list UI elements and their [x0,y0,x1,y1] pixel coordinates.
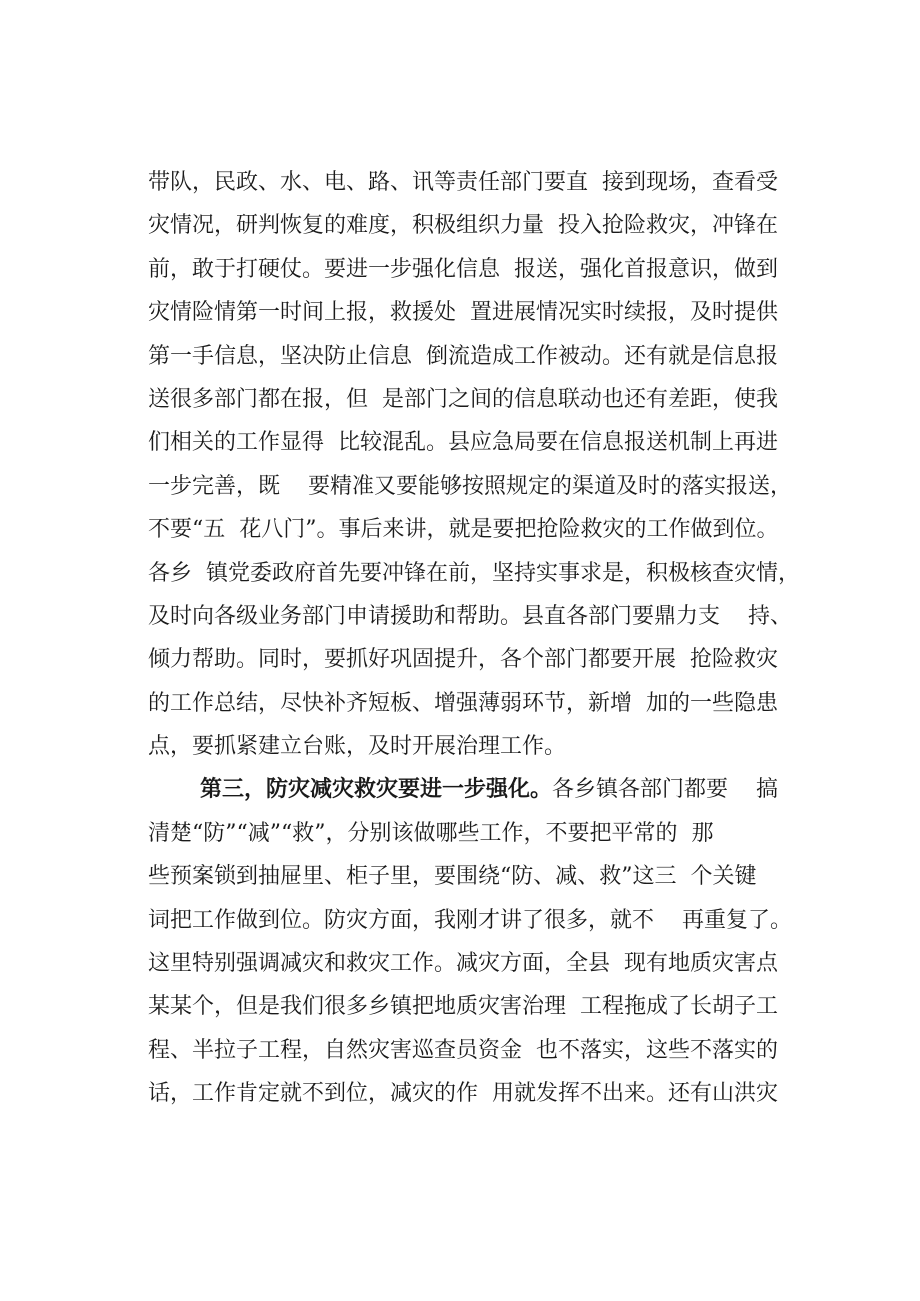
text-line: 点，要抓紧建立台账，及时开展治理工作。 [148,734,567,760]
text-line: 些预案锁到抽屉里、柜子里，要围绕“防、减、救”这三 个关键 [148,864,757,890]
paragraph-heading: 第三，防灾减灾救灾要进一步强化。 [200,776,553,803]
text-line: 某某个，但是我们很多乡镇把地质灾害治理 工程拖成了长胡子工 [148,994,778,1020]
body-text [148,161,828,1116]
text-line: 送很多部门都在报，但 是部门之间的信息联动也还有差距，使我 [148,386,778,412]
text-line: 这里特别强调减灾和救灾工作。减灾方面，全县 现有地质灾害点 [148,951,778,977]
text-line: 各乡 镇党委政府首先要冲锋在前，坚持实事求是，积极核查灾情， [148,560,800,586]
text-line: 一步完善，既 要精准又要能够按照规定的渠道及时的落实报送， [148,473,792,499]
text-line: 不要“五 花八门”。事后来讲，就是要把抢险救灾的工作做到位。 [148,517,779,543]
text-line: 的工作总结，尽快补齐短板、增强薄弱环节，新增 加的一些隐患 [148,690,778,716]
text-line: 话，工作肯定就不到位，减灾的作 用就发挥不出来。还有山洪灾 [148,1081,778,1107]
text-line: 前，敢于打硬仗。要进一步强化信息 报送，强化首报意识，做到 [148,256,778,282]
text-line: 灾情况，研判恢复的难度，积极组织力量 投入抢险救灾，冲锋在 [148,213,778,239]
text-line: 及时向各级业务部门申请援助和帮助。县直各部门要鼎力支 持、 [148,603,792,629]
paragraph-first-line [148,768,828,811]
text-line: 灾情险情第一时间上报，救援处 置进展情况实时续报，及时提供 [148,300,778,326]
text-line: 词把工作做到位。防灾方面，我刚才讲了很多，就不 再重复了。 [148,907,792,933]
text-line: 带队，民政、水、电、路、讯等责任部门要直 接到现场，查看受 [148,170,778,195]
paragraph-first-line-rest: 各乡镇各部门都要 搞 [552,777,778,803]
text-line: 清楚“防”“减”“救”，分别该做哪些工作，不要把平常的 那 [148,820,714,846]
text-line: 们相关的工作显得 比较混乱。县应急局要在信息报送机制上再进 [148,430,778,456]
text-line: 倾力帮助。同时，要抓好巩固提升，各个部门都要开展 抢险救灾 [148,647,778,673]
text-line: 程、半拉子工程，自然灾害巡查员资金 也不落实，这些不落实的 [148,1037,778,1063]
text-line: 第一手信息，坚决防止信息 倒流造成工作被动。还有就是信息报 [148,343,778,369]
